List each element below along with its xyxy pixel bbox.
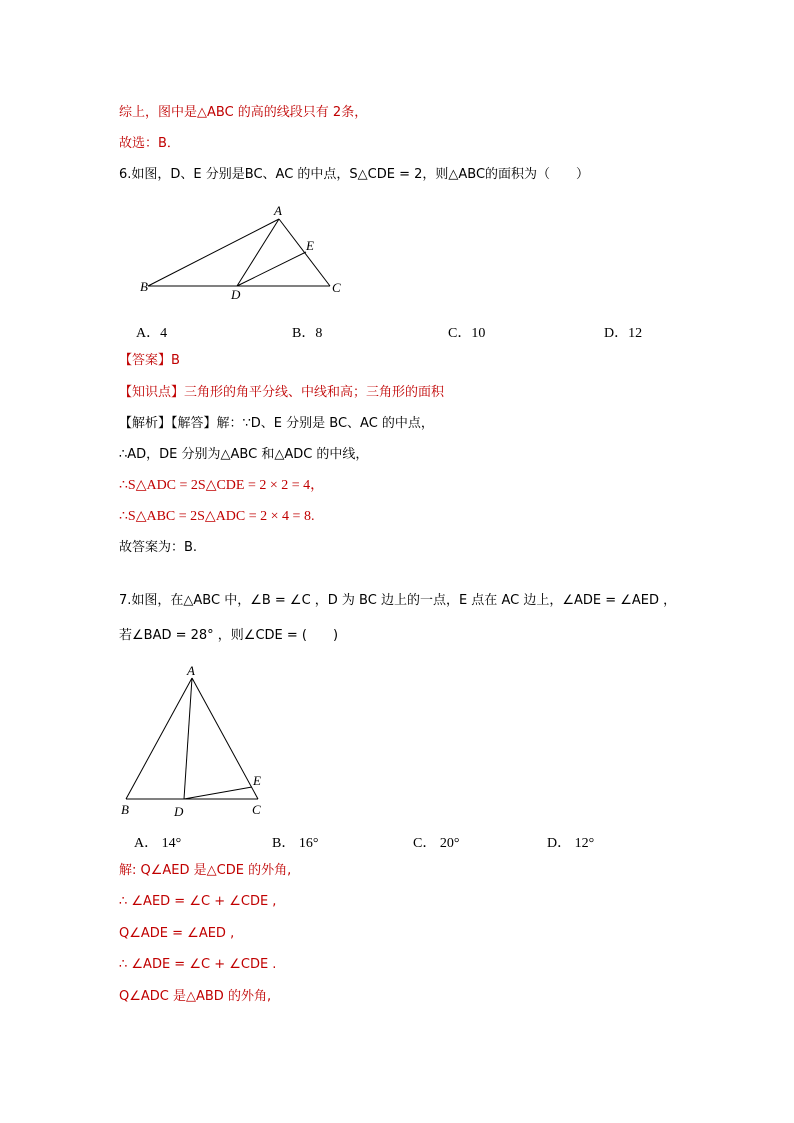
q7-solution-1: 解: Q∠AED 是△CDE 的外角,	[119, 863, 292, 878]
q6-stem: 6.如图，D、E 分别是BC、AC 的中点，S△CDE = 2，则△ABC的面积为（ ）	[119, 167, 590, 182]
q7-option-c[interactable]: C． 20°	[413, 836, 460, 851]
q7-label-c: C	[252, 802, 261, 817]
q6-conclusion: 故答案为：B.	[119, 540, 198, 555]
q6-label-b: B	[140, 279, 148, 294]
q7-label-d: D	[174, 804, 184, 819]
q6-label-d: D	[231, 287, 241, 302]
q6-option-a[interactable]: A．4	[136, 326, 168, 341]
q6-step-2: ∴S△ADC = 2S△CDE = 2 × 2 = 4，	[119, 478, 325, 493]
q6-step-1: ∴AD，DE 分别为△ABC 和△ADC 的中线，	[119, 447, 369, 462]
q6-label-a: A	[274, 203, 282, 218]
q6-answer: 【答案】B	[119, 353, 180, 368]
q7-option-a[interactable]: A． 14°	[134, 836, 182, 851]
q7-solution-3: Q∠ADE = ∠AED ,	[119, 926, 235, 941]
q7-label-e: E	[253, 773, 261, 788]
q7-stem-1: 7.如图，在△ABC 中，∠B = ∠C ，D 为 BC 边上的一点，E 点在 AC 边上，∠ADE = ∠AED ，	[119, 593, 677, 608]
q7-solution-4: ∴ ∠ADE = ∠C + ∠CDE .	[119, 957, 277, 972]
summary-line-1: 综上，图中是△ABC 的高的线段只有 2条，	[119, 105, 368, 120]
q6-step-3: ∴S△ABC = 2S△ADC = 2 × 4 = 8.	[119, 509, 315, 524]
q7-label-b: B	[121, 802, 129, 817]
q6-analysis: 【解析】【解答】解：∵D、E 分别是 BC、AC 的中点，	[119, 416, 434, 431]
q7-stem-2: 若∠BAD = 28° ，则∠CDE = ( )	[119, 628, 339, 643]
q6-option-d[interactable]: D．12	[604, 326, 643, 341]
q6-option-b[interactable]: B．8	[292, 326, 323, 341]
q6-knowledge: 【知识点】三角形的角平分线、中线和高；三角形的面积	[119, 385, 445, 400]
q7-label-a: A	[187, 663, 195, 678]
summary-line-2: 故选：B．	[119, 136, 180, 151]
q7-option-b[interactable]: B． 16°	[272, 836, 319, 851]
q6-figure	[140, 200, 350, 300]
q6-label-c: C	[332, 280, 341, 295]
q7-solution-2: ∴ ∠AED = ∠C + ∠CDE ,	[119, 894, 277, 909]
q6-option-c[interactable]: C．10	[448, 326, 486, 341]
q7-figure	[118, 662, 278, 822]
q6-label-e: E	[306, 238, 314, 253]
q7-solution-5: Q∠ADC 是△ABD 的外角,	[119, 989, 272, 1004]
q7-option-d[interactable]: D． 12°	[547, 836, 595, 851]
